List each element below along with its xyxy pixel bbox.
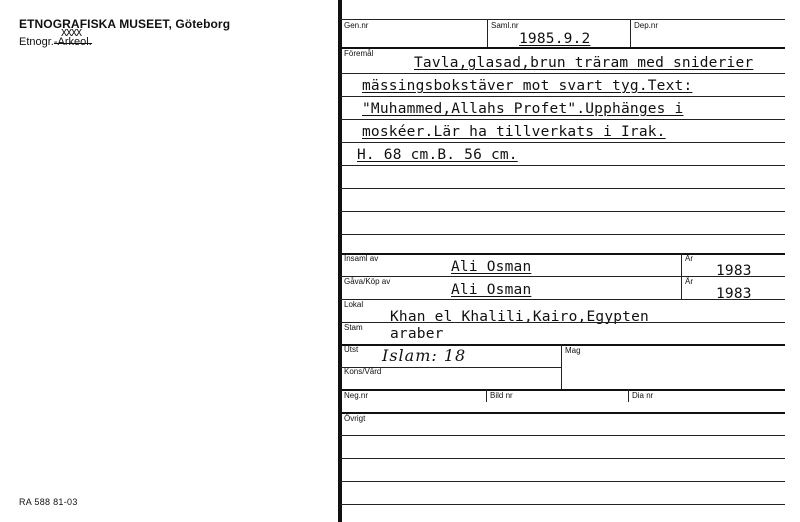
foremal-line-4: moskéer.Lär ha tillverkats i Irak. [362,124,666,140]
insaml-av-value: Ali Osman [451,259,532,275]
rule-row1 [340,47,785,49]
saml-nr-label: Saml.nr [491,21,519,30]
utst-label: Utst [344,345,359,354]
gavakop-av-value: Ali Osman [451,282,532,298]
ovrigt-label: Övrigt [344,414,366,423]
card-divider [338,0,342,522]
kons-vard-label: Kons/Vård [344,367,382,376]
rule-insaml-top [340,253,785,255]
rule-f4 [340,142,785,143]
rule-f6 [340,188,785,189]
gen-nr-label: Gen.nr [344,21,369,30]
sep-saml-dep [630,19,631,47]
rule-o1 [340,435,785,436]
rule-f8 [340,234,785,235]
saml-nr-value: 1985.9.2 [519,31,591,47]
rule-gava-top [340,276,785,277]
foremal-line-1: Tavla,glasad,brun träram med sniderier [414,55,754,71]
rule-neg-top [340,389,785,391]
utst-value: Islam: 18 [382,346,467,365]
insaml-av-label: Insaml av [344,254,379,263]
ar2-label: År [685,277,693,286]
department-prefix: Etnogr. [19,36,54,48]
rule-f2 [340,96,785,97]
foremal-line-3: "Muhammed,Allahs Profet".Upphänges i [362,101,684,117]
sep-dia [628,389,629,402]
bild-nr-label: Bild nr [490,391,513,400]
department-struck: -Arkeol. [53,36,92,48]
dia-nr-label: Dia nr [632,391,654,400]
stam-value: araber [390,326,444,342]
foremal-line-2: mässingsbokstäver mot svart tyg.Text: [362,78,693,94]
rule-ovrigt-top [340,412,785,414]
rule-f5 [340,165,785,166]
rule-lokal-top [340,299,785,300]
form-number: RA 588 81-03 [19,497,78,507]
dep-nr-label: Dep.nr [634,21,659,30]
foremal-line-5: H. 68 cm.B. 56 cm. [357,147,518,163]
ar1-label: År [685,254,693,263]
department-overwrite: XXXX [61,28,82,39]
mag-label: Mag [565,346,581,355]
museum-name: ETNOGRAFISKA MUSEET, Göteborg [19,17,231,31]
stam-label: Stam [344,323,363,332]
rule-stam-top [340,322,785,323]
lokal-value: Khan el Khalili,Kairo,Egypten [390,309,649,325]
rule-o2 [340,458,785,459]
rule-o3 [340,481,785,482]
ar2-value: 1983 [716,286,752,302]
sep-bild [486,389,487,402]
rule-top [340,19,785,20]
gavakop-av-label: Gåva/Köp av [344,277,391,286]
rule-o4 [340,504,785,505]
ar1-value: 1983 [716,263,752,279]
sep-gen-saml [487,19,488,47]
rule-f3 [340,119,785,120]
department [19,28,92,48]
foremal-label: Föremål [344,49,374,58]
lokal-label: Lokal [344,300,364,309]
rule-f7 [340,211,785,212]
rule-f1 [340,73,785,74]
neg-nr-label: Neg.nr [344,391,369,400]
